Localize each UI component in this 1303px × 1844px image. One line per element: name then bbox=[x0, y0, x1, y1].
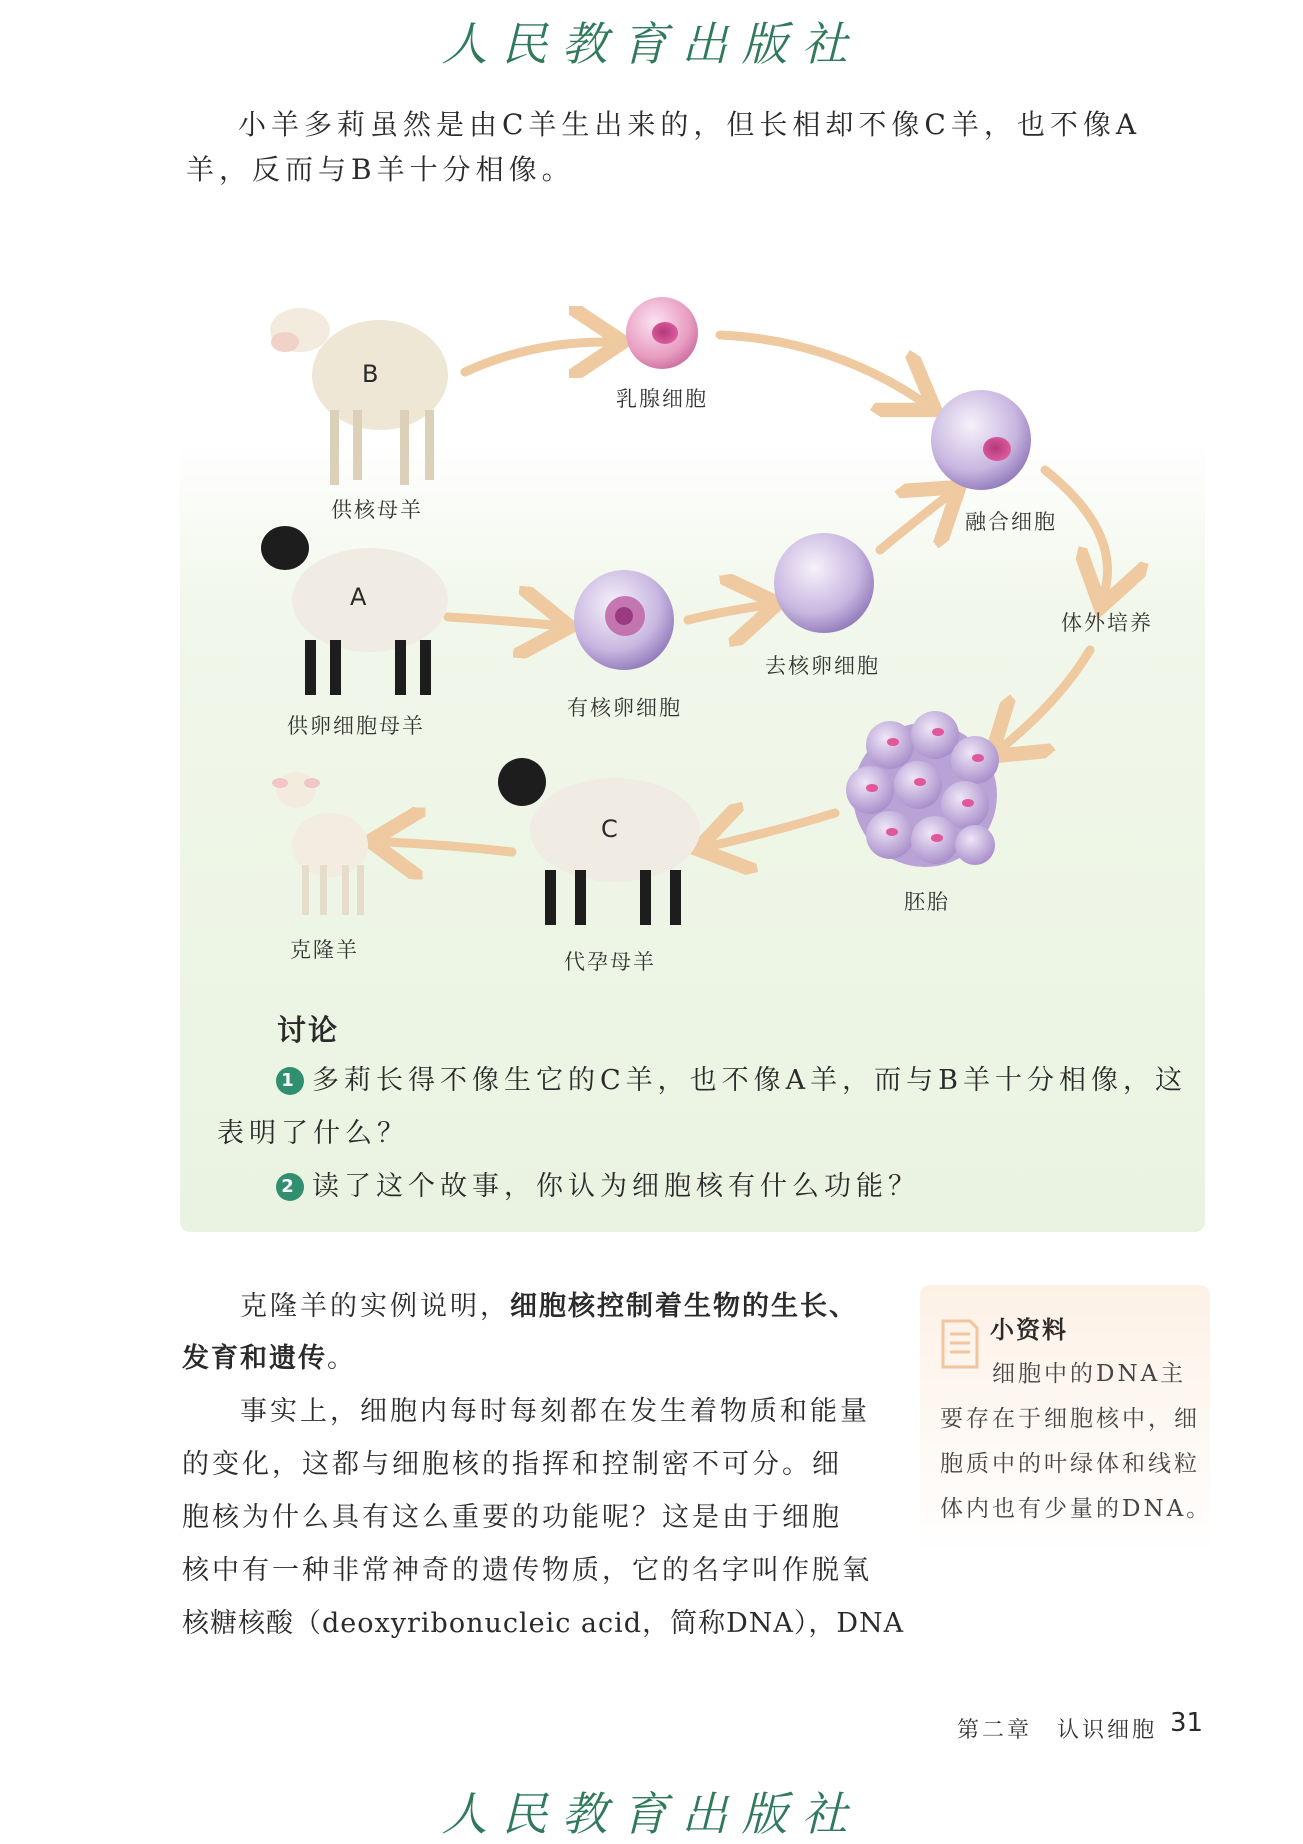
discussion-title: 讨论 bbox=[277, 1013, 340, 1047]
arrow-culture-to-embryo bbox=[1005, 650, 1090, 745]
sheep-c-letter: C bbox=[601, 815, 618, 843]
q1-text: 多莉长得不像生它的C羊，也不像A羊，而与B羊十分相像，这 bbox=[312, 1065, 1187, 1096]
sidebar-title: 小资料 bbox=[990, 1315, 1068, 1344]
sheep-a-letter: A bbox=[350, 583, 367, 611]
body-p2-line1: 事实上，细胞内每时每刻都在发生着物质和能量 bbox=[240, 1396, 870, 1427]
label-surrogate: 代孕母羊 bbox=[564, 950, 656, 974]
enucleated-egg-icon bbox=[774, 533, 874, 633]
label-egg-donor: 供卵细胞母羊 bbox=[287, 714, 425, 738]
sidebar-line-4: 体内也有少量的DNA。 bbox=[940, 1496, 1213, 1522]
discussion-q2 bbox=[276, 1160, 920, 1214]
p1-end: 。 bbox=[327, 1343, 357, 1374]
discussion-q1-line1 bbox=[276, 1054, 1187, 1108]
p1-start: 克隆羊的实例说明， bbox=[240, 1291, 510, 1322]
sheep-b-icon bbox=[270, 308, 448, 485]
embryo-icon bbox=[846, 711, 999, 867]
label-clone: 克隆羊 bbox=[290, 938, 359, 962]
question-2-badge: 2 bbox=[276, 1173, 304, 1201]
body-p2-line2: 的变化，这都与细胞核的指挥和控制密不可分。细 bbox=[182, 1449, 842, 1480]
chapter-title: 第二章 认识细胞 bbox=[957, 1718, 1158, 1743]
egg-cell-icon bbox=[574, 570, 674, 670]
label-in-vitro-culture: 体外培养 bbox=[1061, 611, 1153, 635]
mammary-cell-icon bbox=[626, 297, 698, 369]
body-p2-line3: 胞核为什么具有这么重要的功能呢？这是由于细胞 bbox=[182, 1502, 842, 1533]
arrow-embryo-to-c bbox=[715, 813, 835, 845]
q2-text: 读了这个故事，你认为细胞核有什么功能？ bbox=[312, 1171, 920, 1202]
publisher-logo-header: 人民教育出版社 bbox=[441, 17, 862, 71]
body-p2-line4: 核中有一种非常神奇的遗传物质，它的名字叫作脱氧 bbox=[182, 1555, 872, 1586]
sidebar-line-1: 细胞中的DNA主 bbox=[992, 1361, 1187, 1387]
body-p1-line1 bbox=[240, 1280, 858, 1334]
label-fused-cell: 融合细胞 bbox=[965, 510, 1057, 534]
label-embryo: 胚胎 bbox=[904, 890, 950, 914]
sidebar-line-3: 胞质中的叶绿体和线粒 bbox=[940, 1451, 1200, 1477]
label-mammary-cell: 乳腺细胞 bbox=[616, 387, 708, 411]
sheep-b-letter: B bbox=[362, 360, 379, 388]
arrow-c-to-clone bbox=[388, 842, 512, 852]
arrow-enucleated-to-fused bbox=[880, 498, 945, 550]
clone-lamb-icon bbox=[272, 772, 368, 915]
label-egg-cell: 有核卵细胞 bbox=[567, 696, 682, 720]
p1-bold-1: 细胞核控制着生物的生长、 bbox=[510, 1291, 858, 1322]
arrow-b-to-mammary bbox=[465, 342, 605, 372]
discussion-q1-line2: 表明了什么？ bbox=[217, 1118, 409, 1149]
arrow-egg-to-enucleated bbox=[688, 606, 760, 620]
p1-bold-2: 发育和遗传 bbox=[182, 1343, 327, 1374]
question-1-badge: 1 bbox=[276, 1067, 304, 1095]
sidebar-line-2: 要存在于细胞核中，细 bbox=[940, 1406, 1200, 1432]
document-icon bbox=[940, 1318, 980, 1370]
body-p2-line5: 核糖核酸（deoxyribonucleic acid，简称DNA），DNA bbox=[182, 1608, 905, 1639]
intro-line-2: 羊，反而与B羊十分相像。 bbox=[186, 153, 575, 186]
body-p1-line2 bbox=[182, 1332, 357, 1386]
label-enucleated-egg: 去核卵细胞 bbox=[765, 654, 880, 678]
label-nucleus-donor: 供核母羊 bbox=[331, 498, 423, 522]
fused-cell-icon bbox=[931, 390, 1031, 490]
intro-line-1: 小羊多莉虽然是由C羊生出来的，但长相却不像C羊，也不像A bbox=[238, 108, 1142, 141]
publisher-logo-footer: 人民教育出版社 bbox=[441, 1787, 862, 1841]
arrow-a-to-egg bbox=[448, 617, 552, 625]
sheep-c-icon bbox=[498, 758, 700, 925]
page-number: 31 bbox=[1170, 1708, 1204, 1738]
arrow-mammary-to-fused bbox=[720, 335, 920, 400]
